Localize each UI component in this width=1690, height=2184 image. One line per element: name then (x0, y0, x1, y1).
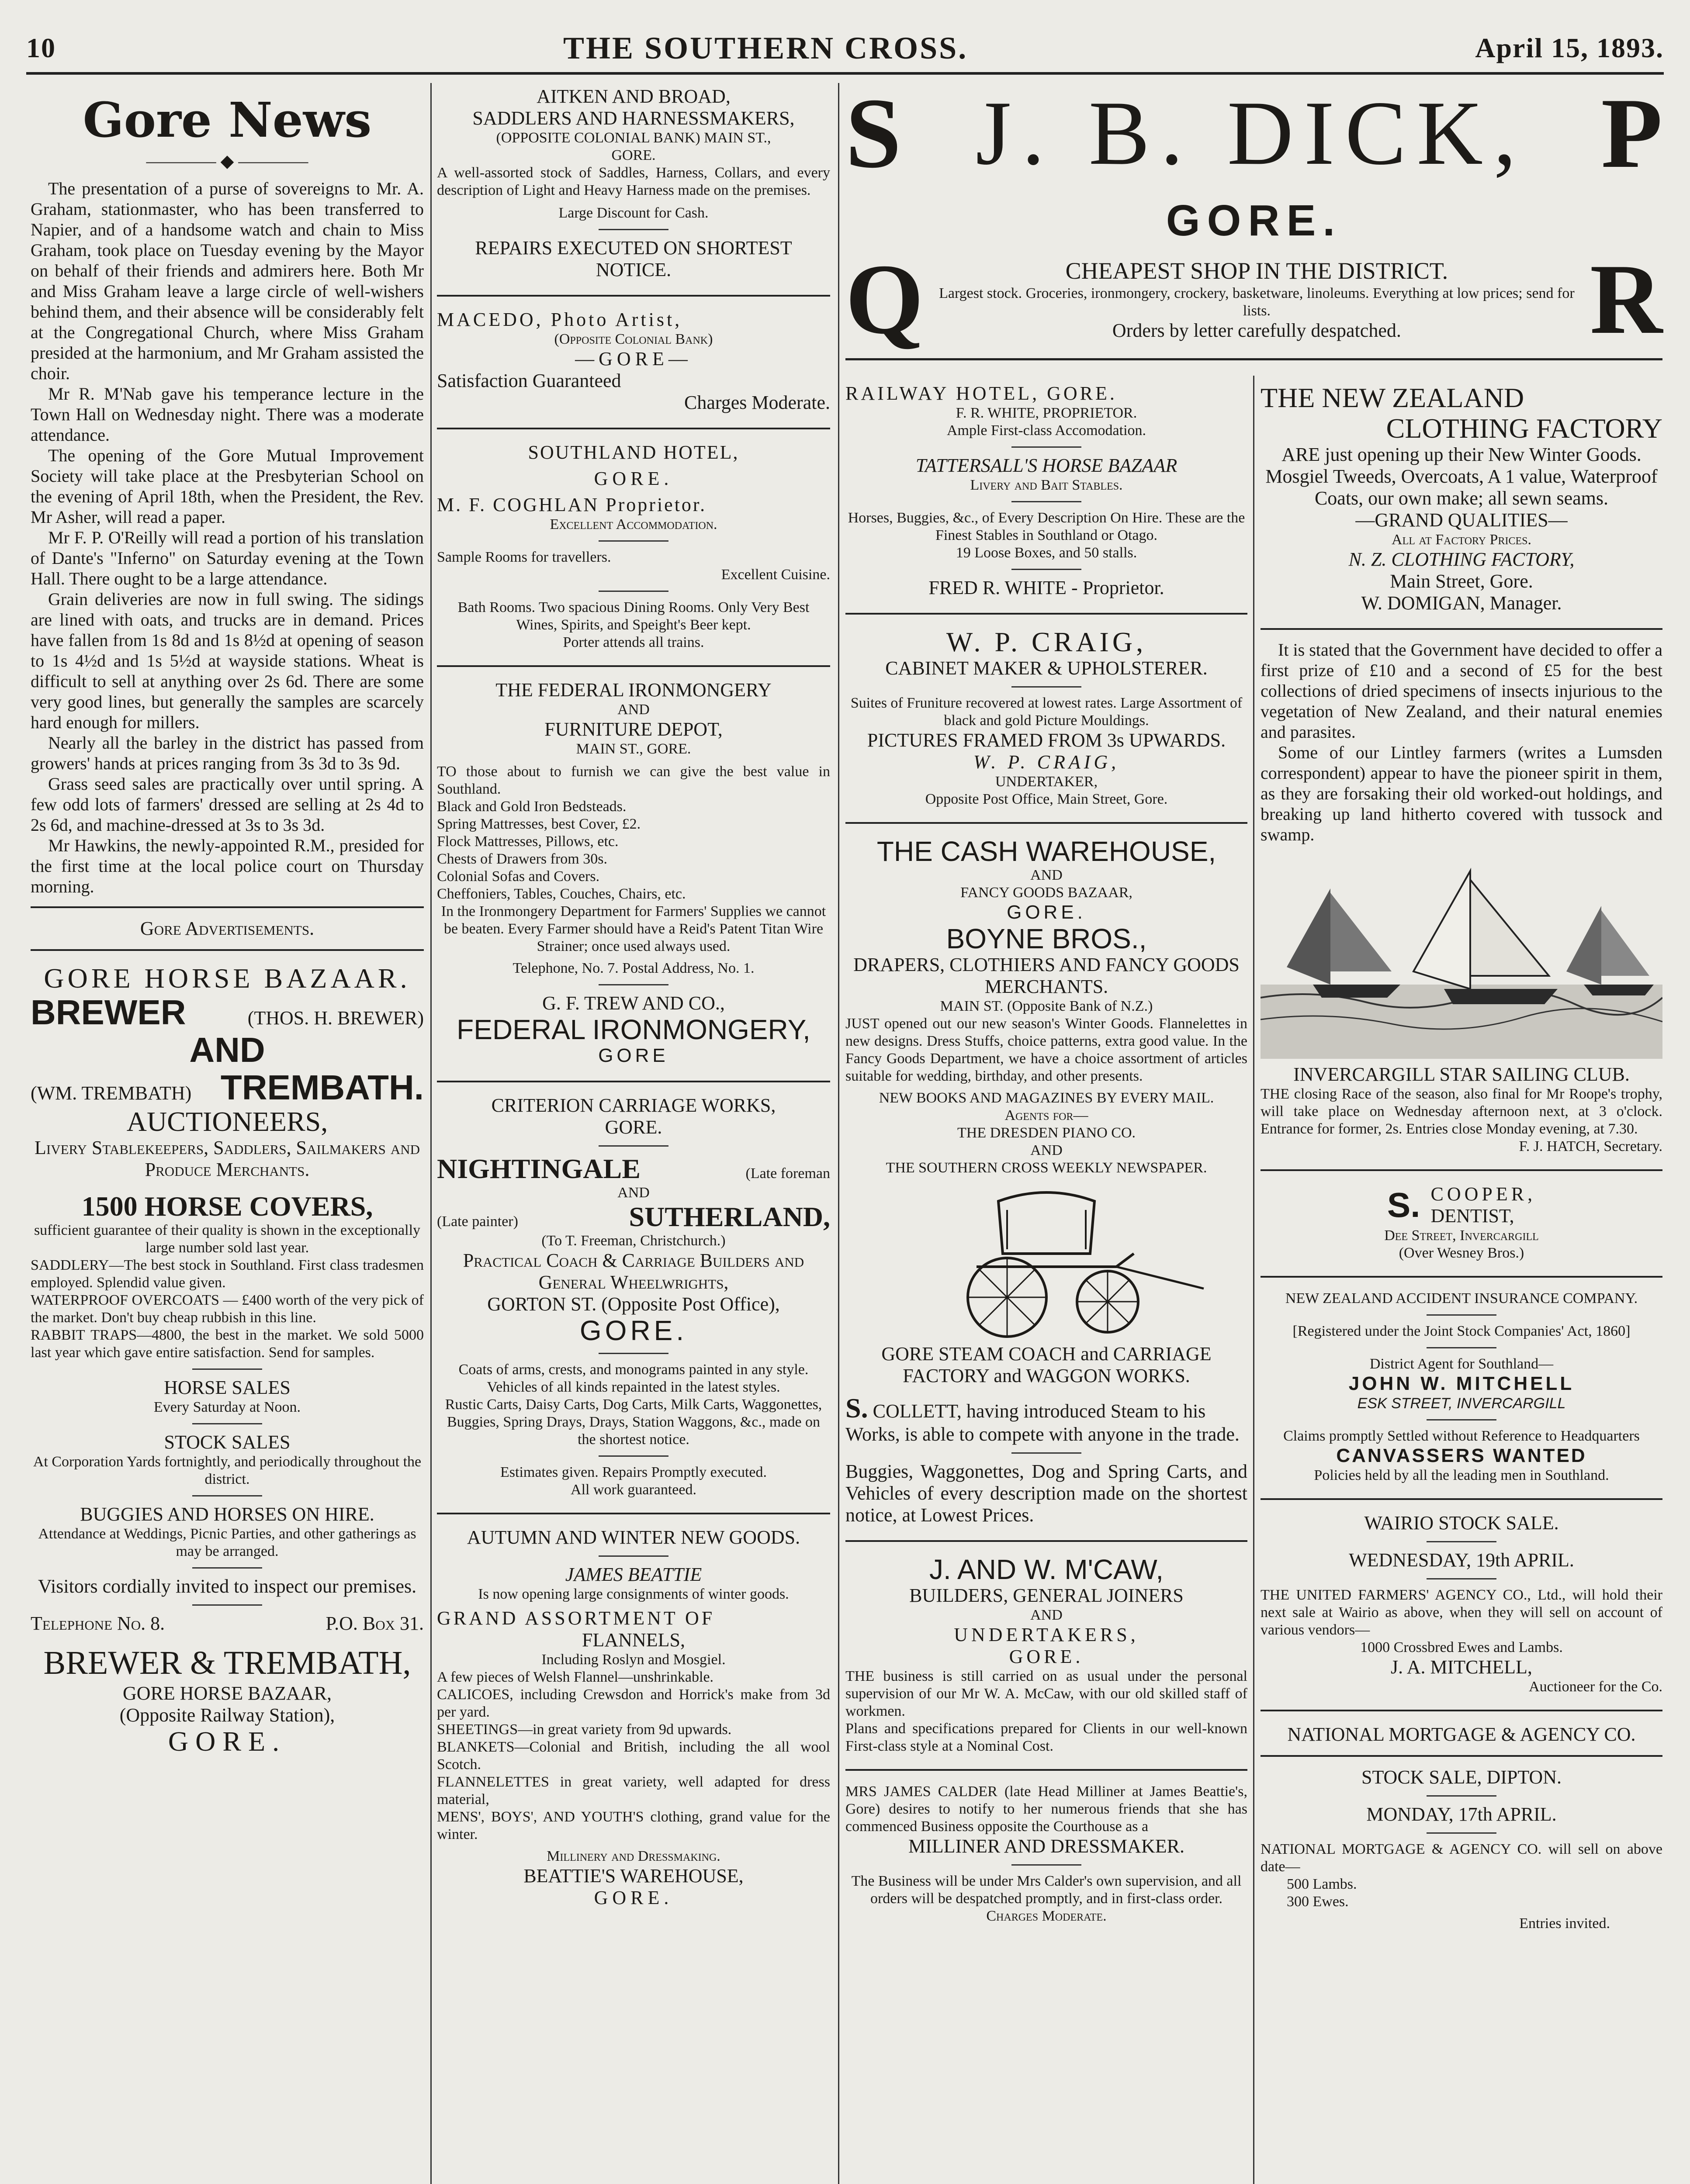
mccaw-ad (845, 1552, 1247, 1759)
railway-livery: Livery and Bait Stables. (970, 477, 1123, 493)
rabbit-traps: RABBIT TRAPS—4800, the best in the market. We sold 5000 last year which gave entire satisfaction. Send for samples. (31, 1327, 424, 1361)
craig-ad (845, 624, 1247, 812)
horse-bazaar-ad (31, 961, 424, 1761)
beattie-flannels: FLANNELS, (582, 1629, 685, 1651)
federal-item: Black and Gold Iron Bedsteads. (437, 798, 627, 815)
dick-stock: Largest stock. Groceries, ironmongery, crockery, basketware, linoleums. Everything at low prices; send for lists. (939, 285, 1575, 319)
national-sale: STOCK SALE, DIPTON. (1361, 1766, 1562, 1788)
clothing-main: Main Street, Gore. (1390, 570, 1533, 592)
footer-station: (Opposite Railway Station), (119, 1704, 335, 1726)
dick-cheapest: CHEAPEST SHOP IN THE DISTRICT. (1065, 258, 1448, 284)
craig-name2: W. P. CRAIG, (973, 751, 1120, 773)
aitken-discount: Large Discount for Cash. (558, 205, 709, 221)
railway-proprietor: F. R. WHITE, PROPRIETOR. (956, 405, 1137, 421)
federal-address: MAIN ST., GORE. (576, 741, 691, 757)
macedo-satisfaction: Satisfaction Guaranteed (437, 370, 621, 391)
footer-gore: GORE. (168, 1726, 287, 1757)
criterion-gore: GORE. (605, 1116, 662, 1138)
cash-gore: GORE. (1007, 902, 1086, 923)
column-divider (838, 83, 839, 2184)
collett-text1: COLLETT, having introduced Steam to his Works, is able to compete with anyone in the trade. (845, 1400, 1240, 1445)
visitors: Visitors cordially invited to inspect our premises. (38, 1576, 417, 1597)
aitken-subtitle: SADDLERS AND HARNESSMAKERS, (472, 107, 795, 129)
clothing-prices: All at Factory Prices. (1392, 532, 1531, 548)
macedo-title: MACEDO, Photo Artist, (437, 309, 682, 330)
news-paragraph: Mr Hawkins, the newly-appointed R.M., presided for the first time at the local police court on Thursday morning. (31, 836, 424, 896)
southland-gore: GORE. (594, 468, 673, 489)
cash-warehouse-ad (845, 833, 1247, 1181)
calder-text: MRS JAMES CALDER (late Head Milliner at James Beattie's, Gore) desires to notify to her numerous friends that she has commenced Business opposite the Courthouse as a (845, 1783, 1247, 1835)
cash-books: NEW BOOKS AND MAGAZINES BY EVERY MAIL. (879, 1090, 1214, 1106)
auctioneers: AUCTIONEERS, (126, 1106, 328, 1137)
and-label: AND (189, 1030, 265, 1069)
national-mortgage-ad (1261, 1721, 1662, 1937)
news-paragraph: It is stated that the Government have decided to offer a first prize of £10 and a second of £5 for the best collections of dried specimens of insects injurious to the vegetation of New Zealand, and their natural enemies and parasites. (1261, 640, 1662, 742)
cash-agents: Agents for— (1004, 1107, 1088, 1123)
cash-boyne: BOYNE BROS., (946, 923, 1147, 954)
aitken-title: AITKEN AND BROAD, (537, 86, 731, 107)
national-item: 500 Lambs. (1287, 1876, 1357, 1892)
beattie-blankets: BLANKETS—Colonial and British, including the all wool Scotch. (437, 1739, 830, 1773)
wairio-ad (1261, 1510, 1662, 1700)
wairio-text: THE UNITED FARMERS' AGENCY CO., Ltd., will hold their next sale at Wairio as above, when they will sell on account of various vendors— (1261, 1587, 1662, 1638)
cash-fancy: FANCY GOODS BAZAAR, (960, 885, 1132, 901)
column-divider (1253, 376, 1254, 2184)
clothing-text: ARE just opening up their New Winter Goods. (1281, 444, 1642, 465)
craig-suites: Suites of Fruniture recovered at lowest rates. Large Assortment of black and gold Picture Mouldings. (850, 695, 1243, 729)
insurance-policies: Policies held by all the leading men in Southland. (1314, 1467, 1609, 1483)
southland-bath: Bath Rooms. Two spacious Dining Rooms. Only Very Best Wines, Spirits, and Speight's Beer kept. (457, 599, 810, 633)
beattie-flannelettes: FLANNELETTES in great variety, well adapted for dress material, (437, 1774, 830, 1807)
railway-footer: FRED R. WHITE - Proprietor. (928, 577, 1164, 598)
macedo-charges: Charges Moderate. (684, 392, 830, 413)
cash-weekly: THE SOUTHERN CROSS WEEKLY NEWSPAPER. (886, 1160, 1207, 1176)
insurance-canvassers: CANVASSERS WANTED (1336, 1445, 1587, 1466)
federal-item: Colonial Sofas and Covers. (437, 868, 600, 885)
clothing-name: N. Z. CLOTHING FACTORY, (1348, 549, 1575, 570)
federal-item: Chests of Drawers from 30s. (437, 851, 607, 867)
waterproof: WATERPROOF OVERCOATS — £400 worth of the very pick of the market. Don't buy cheap rubbish in this line. (31, 1292, 424, 1326)
corner-letter: S (845, 77, 901, 189)
covers-text: sufficient guarantee of their quality is shown in the exceptionally large number sold last year. (34, 1222, 421, 1256)
ads-heading: Gore Advertisements. (140, 918, 315, 939)
criterion-coats: Coats of arms, crests, and monograms painted in any style. (458, 1362, 809, 1378)
cash-and: AND (1030, 867, 1063, 883)
mccaw-undertakers: UNDERTAKERS, (954, 1624, 1139, 1645)
national-date: MONDAY, 17th APRIL. (1366, 1804, 1557, 1825)
macedo-opposite: (Opposite Colonial Bank) (554, 331, 713, 347)
southland-hotel-ad (437, 439, 830, 656)
mccaw-builders: BUILDERS, GENERAL JOINERS (909, 1585, 1184, 1606)
mccaw-text2: Plans and specifications prepared for Clients in our well-known First-class style at a Nominal Cost. (845, 1721, 1247, 1754)
section-rule (31, 906, 424, 908)
mccaw-title: J. AND W. M'CAW, (929, 1554, 1164, 1585)
clothing-title1: THE NEW ZEALAND (1261, 382, 1524, 413)
buggy-illustration (845, 1184, 1247, 1341)
beattie-warehouse: BEATTIE'S WAREHOUSE, (523, 1865, 744, 1887)
criterion-and: AND (617, 1185, 650, 1201)
federal-intro: TO those about to furnish we can give the best value in Southland. (437, 764, 830, 797)
club-text: THE closing Race of the season, also final for Mr Roope's trophy, will take place on Wednesday afternoon next, at 3 o'clock. Entrance for former, 2s. Entries close Monday evening, at 7.30. (1261, 1086, 1662, 1137)
wairio-date: WEDNESDAY, 19th APRIL. (1349, 1549, 1574, 1571)
criterion-ad (437, 1092, 830, 1503)
news-paragraph: Mr R. M'Nab gave his temperance lecture in the Town Hall on Wednesday night. There was a moderate attendance. (31, 384, 424, 445)
saddlery: SADDLERY—The best stock in Southland. First class tradesmen employed. Splendid value given. (31, 1257, 424, 1291)
beattie-mens: MENS', BOYS', AND YOUTH'S clothing, grand value for the winter. (437, 1809, 830, 1842)
craig-address: Opposite Post Office, Main Street, Gore. (925, 791, 1168, 807)
macedo-ad (437, 306, 830, 418)
newspaper-title: THE SOUTHERN CROSS. (563, 30, 968, 66)
aitken-gore: GORE. (611, 147, 656, 163)
beattie-millinery: Millinery and Dressmaking. (547, 1848, 720, 1864)
section-rule (31, 949, 424, 951)
jb-dick-ad (845, 77, 1662, 367)
criterion-gorton: GORTON ST. (Opposite Post Office), (487, 1293, 780, 1315)
federal-depot: FURNITURE DEPOT, (544, 719, 723, 740)
telephone: Telephone No. 8. (31, 1613, 165, 1634)
aitken-repairs: REPAIRS EXECUTED ON SHORTEST NOTICE. (475, 237, 792, 280)
beattie-ad (437, 1524, 830, 1913)
column-1 (31, 83, 424, 2184)
aitken-broad-ad (437, 83, 830, 285)
federal-item: Spring Mattresses, best Cover, £2. (437, 816, 641, 832)
wairio-title: WAIRIO STOCK SALE. (1364, 1512, 1559, 1534)
cooper-street: Dee Street, Invercargill (1384, 1227, 1539, 1244)
corner-letter: R (1590, 243, 1662, 355)
craig-title: W. P. CRAIG, (946, 626, 1147, 657)
stock-sales: STOCK SALES (164, 1431, 291, 1453)
news-paragraph: Mr F. P. O'Reilly will read a portion of his translation of Dante's "Inferno" on Saturday evening at the Town Hall. There ought to be a large attendance. (31, 528, 424, 588)
cash-dresden: THE DRESDEN PIANO CO. (957, 1125, 1136, 1141)
beattie-including: Including Roslyn and Mosgiel. (541, 1652, 726, 1668)
calder-ad (845, 1780, 1247, 1929)
brewer-fullname: (THOS. H. BREWER) (247, 1007, 424, 1029)
criterion-vehicles: Vehicles of all kinds repainted in the latest styles. (487, 1379, 780, 1395)
late-foreman: (Late foreman (745, 1165, 830, 1182)
aitken-text: A well-assorted stock of Saddles, Harness, Collars, and every description of Light and Heavy Harness made on the premises. (437, 165, 830, 198)
criterion-practical: Practical Coach & Carriage Builders and General Wheelwrights, (463, 1250, 804, 1293)
collett-text2: Buggies, Waggonettes, Dog and Spring Carts, and Vehicles of every description made on the shortest notice, at Lowest Prices. (845, 1461, 1247, 1526)
trades: Livery Stablekeepers, Saddlers, Sailmakers and Produce Merchants. (35, 1137, 420, 1180)
criterion-title: CRITERION CARRIAGE WORKS, (491, 1095, 776, 1116)
insurance-registered: [Registered under the Joint Stock Companies' Act, 1860] (1292, 1323, 1631, 1339)
calder-title: MILLINER AND DRESSMAKER. (908, 1835, 1184, 1857)
collett-s: S. (845, 1393, 868, 1424)
masthead (26, 24, 1664, 75)
page-number: 10 (26, 32, 56, 63)
collett-title: GORE STEAM COACH and CARRIAGE FACTORY and WAGGON WORKS. (881, 1343, 1212, 1386)
beattie-title: AUTUMN AND WINTER NEW GOODS. (467, 1527, 800, 1548)
wairio-role: Auctioneer for the Co. (1529, 1679, 1662, 1695)
federal-item: Flock Mattresses, Pillows, etc. (437, 833, 619, 850)
criterion-gore2: GORE. (579, 1315, 688, 1346)
corner-letter: Q (845, 243, 924, 355)
clothing-mosgiel: Mosgiel Tweeds, Overcoats, A 1 value, Waterproof Coats, our own make; all sewn seams. (1265, 466, 1658, 509)
criterion-to: (To T. Freeman, Christchurch.) (541, 1233, 726, 1249)
buggies-text: Attendance at Weddings, Picnic Parties, and other gatherings as may be arranged. (38, 1526, 416, 1559)
collett-ad (845, 1181, 1247, 1531)
news-paragraph: Grain deliveries are now in full swing. The sidings are lined with oats, and trucks are in demand. Prices have fallen from 1s 8d and 1s 8½d at opening of season to 1s 4½d and 1s 5½d at wayside stations. Wheat is difficult to sell at anything over 2s 6d. There are some very good lines, but generally the samples are scarcely hard enough for millers. (31, 589, 424, 732)
wairio-lot: 1000 Crossbred Ewes and Lambs. (1360, 1639, 1563, 1655)
pobox: P.O. Box 31. (326, 1613, 424, 1634)
railway-boxes: 19 Loose Boxes, and 50 stalls. (956, 545, 1137, 561)
club-secretary: F. J. HATCH, Secretary. (1519, 1138, 1662, 1154)
news-paragraph: The presentation of a purse of sovereigns to Mr. A. Graham, stationmaster, who has been transferred to Napier, and of a handsome watch and chain to Miss Graham, took place on Tuesday evening by the Mayor on behalf of their friends and admirers here. Both Mr and Miss Graham leave a large circle of well-wishers behind them, and their absence will be considerably felt at the Congregational Church, where Miss Graham presided at the harmonium, and Mr Graham assisted the choir. (31, 179, 424, 383)
mccaw-gore: GORE. (1009, 1646, 1084, 1667)
trembath-fullname: (WM. TREMBATH) (31, 1082, 192, 1104)
insurance-name: JOHN W. MITCHELL (1348, 1373, 1575, 1394)
news-column (31, 178, 424, 897)
beattie-sheetings: SHEETINGS—in great variety from 9d upwards. (437, 1721, 732, 1738)
nightingale: NIGHTINGALE (437, 1153, 641, 1184)
beattie-name: JAMES BEATTIE (565, 1564, 702, 1585)
late-painter: (Late painter) (437, 1213, 518, 1230)
footer-bazaar: GORE HORSE BAZAAR, (123, 1683, 332, 1704)
insurance-claims: Claims promptly Settled without Reference to Headquarters (1283, 1428, 1640, 1444)
cash-drapers: DRAPERS, CLOTHIERS AND FANCY GOODS MERCHANTS. (853, 954, 1240, 997)
beattie-calicoes: CALICOES, including Crewsdon and Horrick's make from 3d per yard. (437, 1686, 830, 1720)
calder-charges: Charges Moderate. (986, 1908, 1107, 1924)
criterion-guaranteed: All work guaranteed. (571, 1482, 696, 1498)
craig-pictures: PICTURES FRAMED FROM 3s UPWARDS. (867, 729, 1226, 751)
southland-porter: Porter attends all trains. (563, 634, 704, 650)
brewer-name: BREWER (31, 993, 186, 1032)
stock-sales-text: At Corporation Yards fortnightly, and periodically throughout the district. (33, 1454, 422, 1487)
cash-title: THE CASH WAREHOUSE, (876, 836, 1216, 867)
news-paragraph: The opening of the Gore Mutual Improvement Society will take place at the Presbyterian School on the evening of April 18th, when the President, the Rev. Mr Asher, will read a paper. (31, 446, 424, 527)
calder-text2: The Business will be under Mrs Calder's own supervision, and all orders will be despatched promptly, and in first-class order. (851, 1873, 1242, 1907)
cooper-over: (Over Wesney Bros.) (1399, 1245, 1524, 1261)
criterion-rustic: Rustic Carts, Daisy Carts, Dog Carts, Milk Carts, Waggonettes, Buggies, Spring Drays, Drays, Station Waggons, &c., made on the shortest notice. (445, 1396, 822, 1448)
beattie-gore: GORE. (594, 1887, 673, 1908)
cash-and2: AND (1030, 1142, 1063, 1158)
footer-name: BREWER & TREMBATH, (43, 1645, 411, 1681)
sutherland: SUTHERLAND, (629, 1201, 830, 1232)
insurance-ad (1261, 1287, 1662, 1489)
issue-date: April 15, 1893. (1475, 32, 1664, 63)
federal-footer-gore: GORE (598, 1045, 669, 1066)
national-item: 300 Ewes. (1287, 1894, 1349, 1910)
railway-accommodation: Ample First-class Accomodation. (946, 422, 1146, 439)
federal-footer-name: G. F. TREW AND CO., (542, 992, 725, 1014)
nz-clothing-ad (1261, 380, 1662, 619)
column-2 (437, 83, 830, 2184)
gore-news-title: Gore News (83, 92, 372, 148)
cooper-s: S. (1387, 1185, 1420, 1224)
wairio-name: J. A. MITCHELL, (1391, 1656, 1532, 1678)
aitken-opposite: (OPPOSITE COLONIAL BANK) MAIN ST., (496, 130, 771, 146)
mccaw-and: AND (1030, 1607, 1063, 1623)
macedo-gore: —GORE— (575, 348, 692, 370)
southland-cuisine: Excellent Cuisine. (721, 567, 830, 583)
beattie-grand: GRAND ASSORTMENT OF (437, 1607, 715, 1629)
insurance-title: NEW ZEALAND ACCIDENT INSURANCE COMPANY. (1285, 1290, 1638, 1306)
beattie-welsh: A few pieces of Welsh Flannel—unshrinkable. (437, 1669, 714, 1685)
news-paragraph: Grass seed sales are practically over until spring. A few odd lots of farmers' dressed are selling at 2s 4d to 2s 6d, and machine-dressed at 3s to 3s 3d. (31, 774, 424, 835)
dick-orders: Orders by letter carefully despatched. (1112, 320, 1401, 341)
federal-footer-title: FEDERAL IRONMONGERY, (457, 1014, 810, 1045)
federal-title: THE FEDERAL IRONMONGERY (495, 679, 772, 701)
cooper-dentist: DENTIST, (1430, 1205, 1514, 1227)
horse-sales-text: Every Saturday at Noon. (153, 1399, 301, 1415)
buggies: BUGGIES AND HORSES ON HIRE. (80, 1503, 374, 1525)
national-title: NATIONAL MORTGAGE & AGENCY CO. (1287, 1724, 1636, 1745)
southland-proprietor: M. F. COGHLAN Proprietor. (437, 494, 707, 515)
southland-accommodation: Excellent Accommodation. (550, 516, 717, 532)
federal-item: Cheffoniers, Tables, Couches, Chairs, etc. (437, 886, 686, 902)
southland-title: SOUTHLAND HOTEL, (528, 442, 739, 463)
club-title: INVERCARGILL STAR SAILING CLUB. (1293, 1064, 1630, 1085)
trembath-name: TREMBATH. (220, 1068, 424, 1107)
clothing-manager: W. DOMIGAN, Manager. (1361, 592, 1562, 614)
railway-hotel-ad (845, 380, 1247, 603)
federal-telephone: Telephone, No. 7. Postal Address, No. 1. (513, 960, 755, 976)
railway-title: RAILWAY HOTEL, GORE. (845, 383, 1117, 404)
national-entries: Entries invited. (1519, 1915, 1610, 1932)
dick-name: J. B. DICK, (975, 83, 1527, 184)
clothing-grand: —GRAND QUALITIES— (1355, 509, 1568, 531)
national-text: NATIONAL MORTGAGE & AGENCY CO. will sell on above date— (1261, 1841, 1662, 1875)
news-paragraph: Nearly all the barley in the district has passed from growers' hands at prices ranging from 3s 3d to 3s 9d. (31, 733, 424, 773)
clothing-title2: CLOTHING FACTORY (1386, 413, 1662, 444)
cooper-ad (1261, 1181, 1662, 1266)
ornament-divider: ———— ◆ ———— (146, 151, 308, 171)
dick-gore: GORE. (1166, 196, 1342, 245)
column-divider (430, 83, 432, 2184)
criterion-estimates: Estimates given. Repairs Promptly executed. (500, 1464, 767, 1480)
tattersall: TATTERSALL'S HORSE BAZAAR (915, 455, 1177, 476)
craig-cabinet: CABINET MAKER & UPHOLSTERER. (885, 657, 1208, 679)
sailing-club-ad (1261, 1061, 1662, 1160)
cash-main: MAIN ST. (Opposite Bank of N.Z.) (940, 998, 1153, 1014)
southland-sample: Sample Rooms for travellers. (437, 549, 611, 565)
mccaw-text1: THE business is still carried on as usual under the personal supervision of our Mr W. A. McCaw, with our old skilled staff of workmen. (845, 1668, 1247, 1719)
cooper-name: COOPER, (1430, 1183, 1536, 1205)
railway-horses: Horses, Buggies, &c., of Every Description On Hire. These are the Finest Stables in Southland or Otago. (848, 510, 1245, 543)
corner-letter: P (1601, 77, 1662, 189)
federal-ironmongery-text: In the Ironmongery Department for Farmers' Supplies we cannot be beaten. Every Farmer should have a Reid's Patent Titan Wire Strainer; once used always used. (441, 903, 826, 954)
sailing-ships-illustration (1261, 854, 1662, 1059)
federal-and: AND (617, 702, 650, 718)
federal-ironmongery-ad (437, 677, 830, 1071)
cash-just: JUST opened out our new season's Winter Goods. Flannelettes in new designs. Dress Stuffs, choice patterns, extra good value. In the Fancy Goods Department, we have a choice assortment of articles suitable for wedding, birthday, and other presents. (845, 1016, 1247, 1084)
beattie-receiving: Is now opening large consignments of winter goods. (478, 1586, 789, 1602)
insurance-agent: District Agent for Southland— (1369, 1356, 1554, 1372)
horse-covers: 1500 HORSE COVERS, (81, 1191, 373, 1222)
column-4 (1261, 380, 1662, 2184)
craig-undertaker: UNDERTAKER, (995, 774, 1098, 790)
horse-sales: HORSE SALES (164, 1377, 291, 1398)
column-3 (845, 380, 1247, 2184)
insurance-street: ESK STREET, INVERCARGILL (1357, 1395, 1566, 1412)
bazaar-title: GORE HORSE BAZAAR. (44, 963, 411, 994)
news-paragraph: Some of our Lintley farmers (writes a Lumsden correspondent) appear to have the pioneer spirit in them, as they are forsaking their old worked-out holdings, and breaking up land hitherto covered with tussock and swamp. (1261, 743, 1662, 844)
